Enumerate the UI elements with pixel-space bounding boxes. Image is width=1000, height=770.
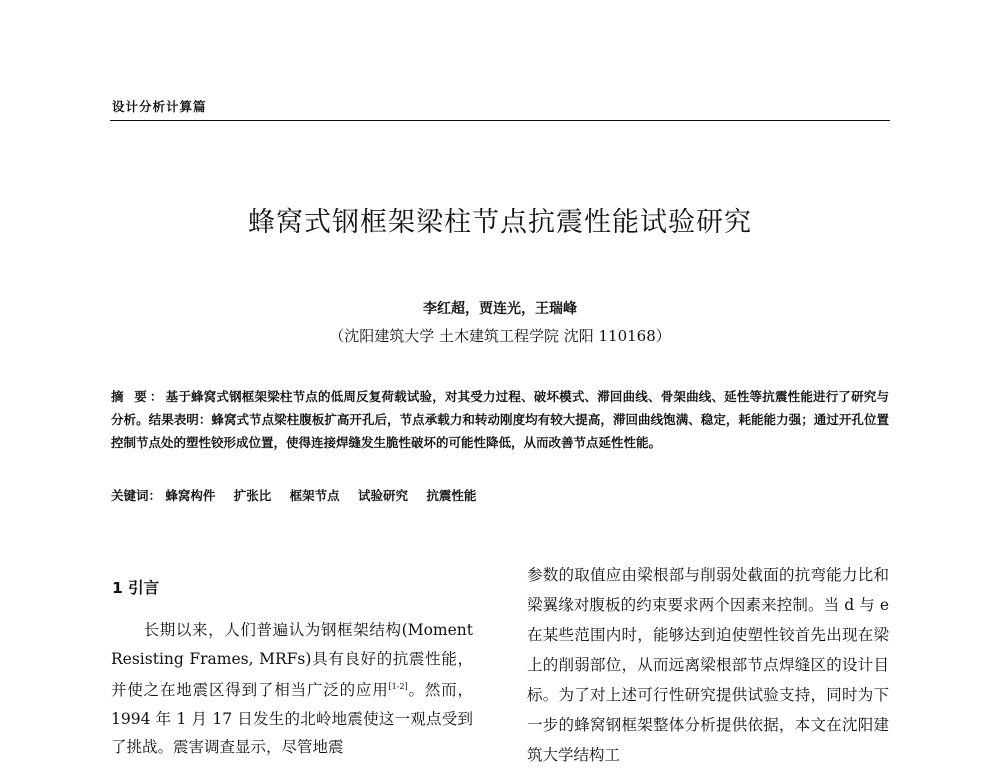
keyword: 扩张比 xyxy=(233,488,272,503)
right-paragraph-text: 参数的取值应由梁根部与削弱处截面的抗弯能力比和梁翼缘对腹板的约束要求两个因素来控制。当 d 与 e 在某些范围内时，能够达到迫使塑性铰首先出现在梁上的削弱部位，从而远离梁根部节点焊缝区的设计目标。为了对上述可行性研究提供试验支持，同时为下一步的蜂窝钢框架整体分析提供依据，本文在沈阳建筑大学结构工 xyxy=(527,566,889,764)
keyword: 抗震性能 xyxy=(426,488,477,503)
keyword: 蜂窝构件 xyxy=(165,488,216,503)
citation-marker: [1-2] xyxy=(388,682,408,691)
running-header: 设计分析计算篇 xyxy=(112,99,207,114)
keywords-block xyxy=(111,486,889,504)
section-heading: 1 引言 xyxy=(112,579,160,597)
paper-title: 蜂窝式钢框架梁柱节点抗震性能试验研究 xyxy=(248,207,752,238)
abstract-text: 基于蜂窝式钢框架梁柱节点的低周反复荷载试验，对其受力过程、破坏模式、滞回曲线、骨架曲线、延性等抗震性能进行了研究与分析。结果表明：蜂窝式节点梁柱腹板扩高开孔后，节点承载力和转动刚度均有较大提高，滞回曲线饱满、稳定，耗能能力强；通过开孔位置控制节点处的塑性铰形成位置，使得连接焊缝发生脆性破坏的可能性降低，从而改善节点延性性能。 xyxy=(111,389,889,450)
paper-affiliation: （沈阳建筑大学 土木建筑工程学院 沈阳 110168） xyxy=(329,327,671,345)
abstract-block xyxy=(111,385,889,454)
abstract-label: 摘 要： xyxy=(111,389,166,404)
left-paragraph-text: 长期以来，人们普遍认为钢框架结构(Moment Resisting Frames, MRFs)具有良好的抗震性能，并使之在地震区得到了相当广泛的应用 xyxy=(111,621,473,700)
keyword: 框架节点 xyxy=(289,488,340,503)
header-rule xyxy=(110,120,890,121)
body-column-right xyxy=(527,560,889,770)
paper-authors: 李红超，贾连光，王瑞峰 xyxy=(423,301,577,317)
keywords-label: 关键词： xyxy=(111,488,162,503)
keyword: 试验研究 xyxy=(358,488,409,503)
left-paragraph-continuation: 。然而，1994 年 1 月 17 日发生的北岭地震使这一观点受到了挑战。震害调查显示，尽管地震 xyxy=(111,681,473,757)
body-column-left xyxy=(111,616,473,762)
